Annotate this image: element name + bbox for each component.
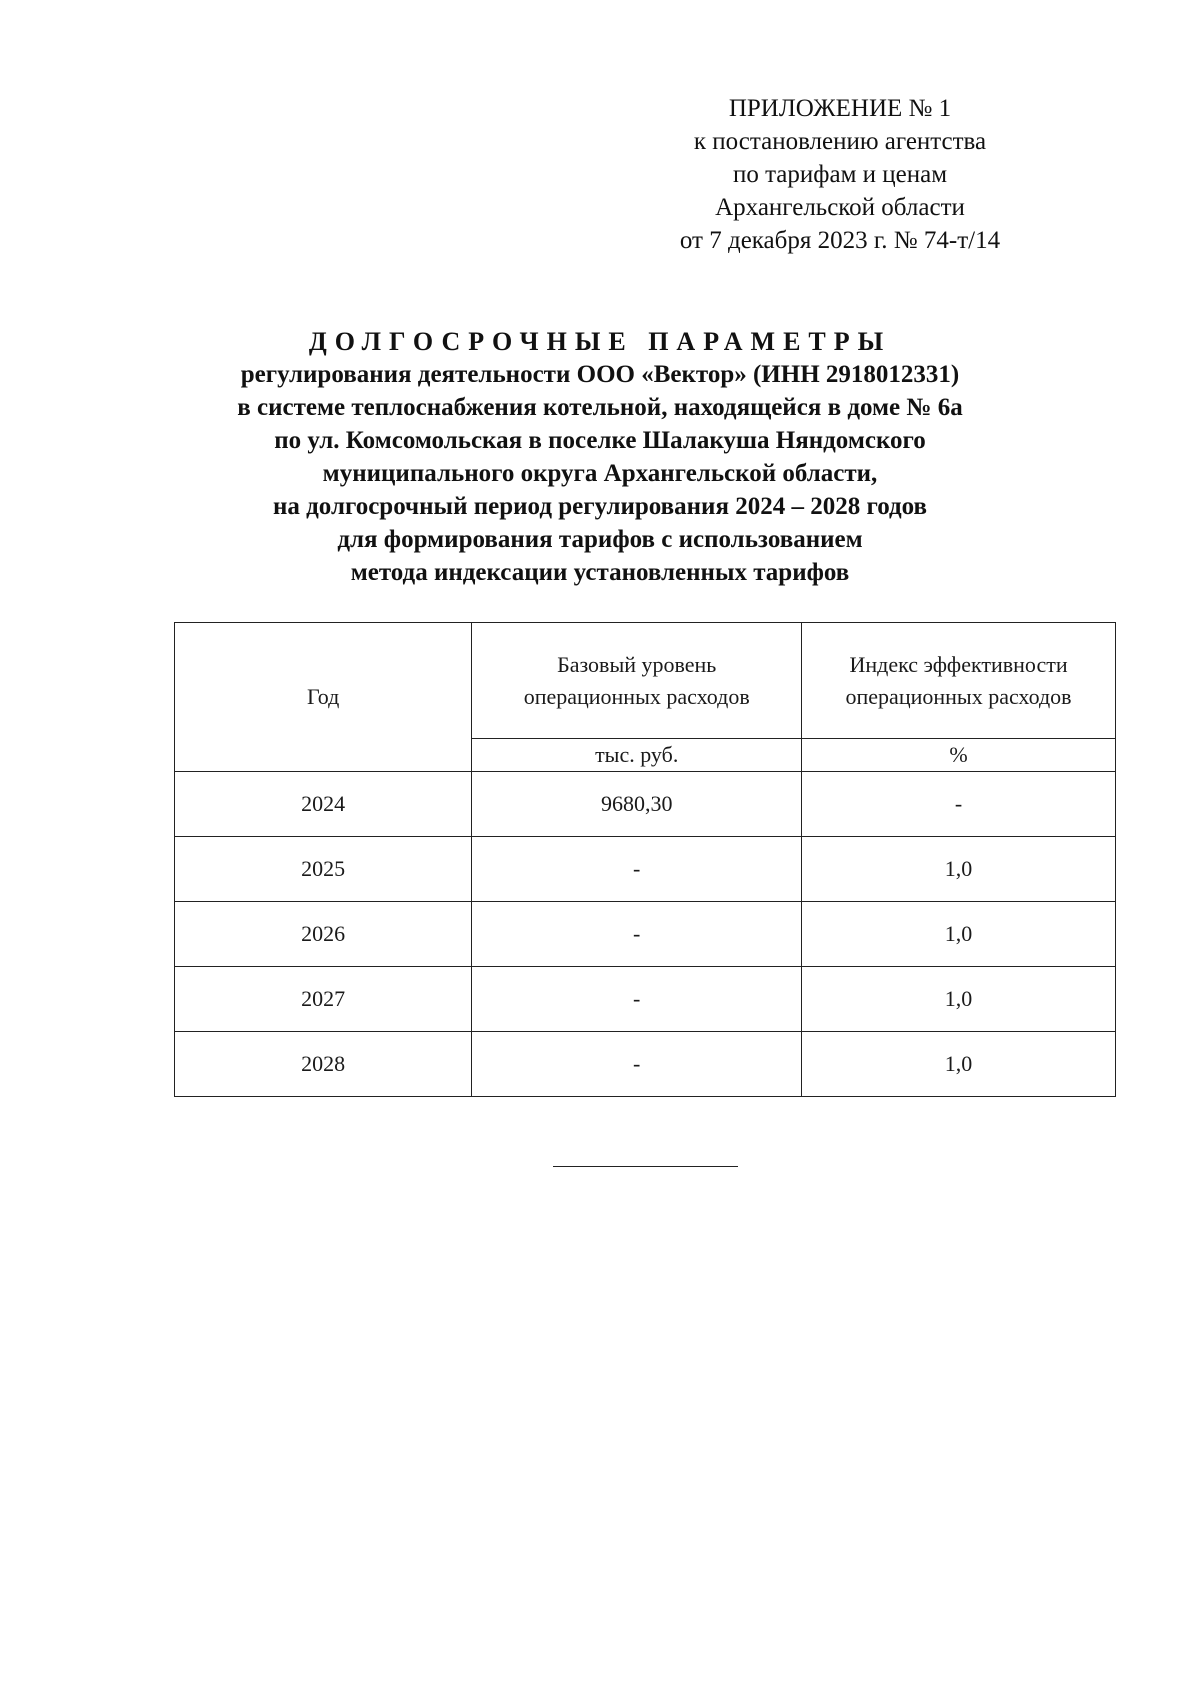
cell-index: 1,0 <box>802 837 1116 902</box>
cell-base: - <box>472 902 802 967</box>
title-line: регулирования деятельности ООО «Вектор» (ИНН 2918012331) <box>240 361 960 388</box>
title-line: метода индексации установленных тарифов <box>350 559 850 586</box>
table-row <box>175 772 1116 837</box>
header-base-line2: операционных расходов <box>523 683 750 709</box>
document-title <box>140 325 1060 589</box>
appendix-line: к постановлению агентства <box>693 128 987 155</box>
cell-base: - <box>472 967 802 1032</box>
cell-index: 1,0 <box>802 967 1116 1032</box>
cell-base: 9680,30 <box>472 772 802 837</box>
cell-year: 2027 <box>175 967 472 1032</box>
header-base-line1: Базовый уровень <box>557 651 717 677</box>
header-base-level <box>472 623 802 739</box>
appendix-line: от 7 декабря 2023 г. № 74-т/14 <box>679 227 1001 254</box>
cell-index: 1,0 <box>802 1032 1116 1097</box>
cell-year: 2026 <box>175 902 472 967</box>
unit-index: % <box>802 739 1116 772</box>
title-line: в системе теплоснабжения котельной, находящейся в доме № 6а <box>237 394 963 421</box>
appendix-line: по тарифам и ценам <box>732 161 948 188</box>
header-index-line1: Индекс эффективности <box>849 651 1068 677</box>
appendix-line: ПРИЛОЖЕНИЕ № 1 <box>728 95 952 122</box>
table-row <box>175 837 1116 902</box>
table-row <box>175 902 1116 967</box>
unit-base: тыс. руб. <box>472 739 802 772</box>
header-index-line2: операционных расходов <box>845 683 1072 709</box>
header-efficiency-index <box>802 623 1116 739</box>
cell-base: - <box>472 837 802 902</box>
title-line: муниципального округа Архангельской области, <box>322 460 878 487</box>
title-line: для формирования тарифов с использованием <box>337 526 863 553</box>
table-row <box>175 967 1116 1032</box>
cell-year: 2028 <box>175 1032 472 1097</box>
table-row <box>175 1032 1116 1097</box>
title-line: на долгосрочный период регулирования 2024 – 2028 годов <box>272 493 928 520</box>
header-year <box>175 623 472 772</box>
cell-year: 2024 <box>175 772 472 837</box>
cell-index: 1,0 <box>802 902 1116 967</box>
header-year-label: Год <box>306 684 340 709</box>
cell-year: 2025 <box>175 837 472 902</box>
appendix-line: Архангельской области <box>715 194 965 221</box>
title-line: по ул. Комсомольская в поселке Шалакуша Няндомского <box>274 427 926 454</box>
cell-index: - <box>802 772 1116 837</box>
cell-base: - <box>472 1032 802 1097</box>
end-divider <box>553 1166 738 1167</box>
title-main: ДОЛГОСРОЧНЫЕ ПАРАМЕТРЫ <box>308 327 892 356</box>
table-header-row <box>175 623 1116 739</box>
appendix-block <box>640 92 1040 257</box>
parameters-table <box>174 622 1116 1097</box>
